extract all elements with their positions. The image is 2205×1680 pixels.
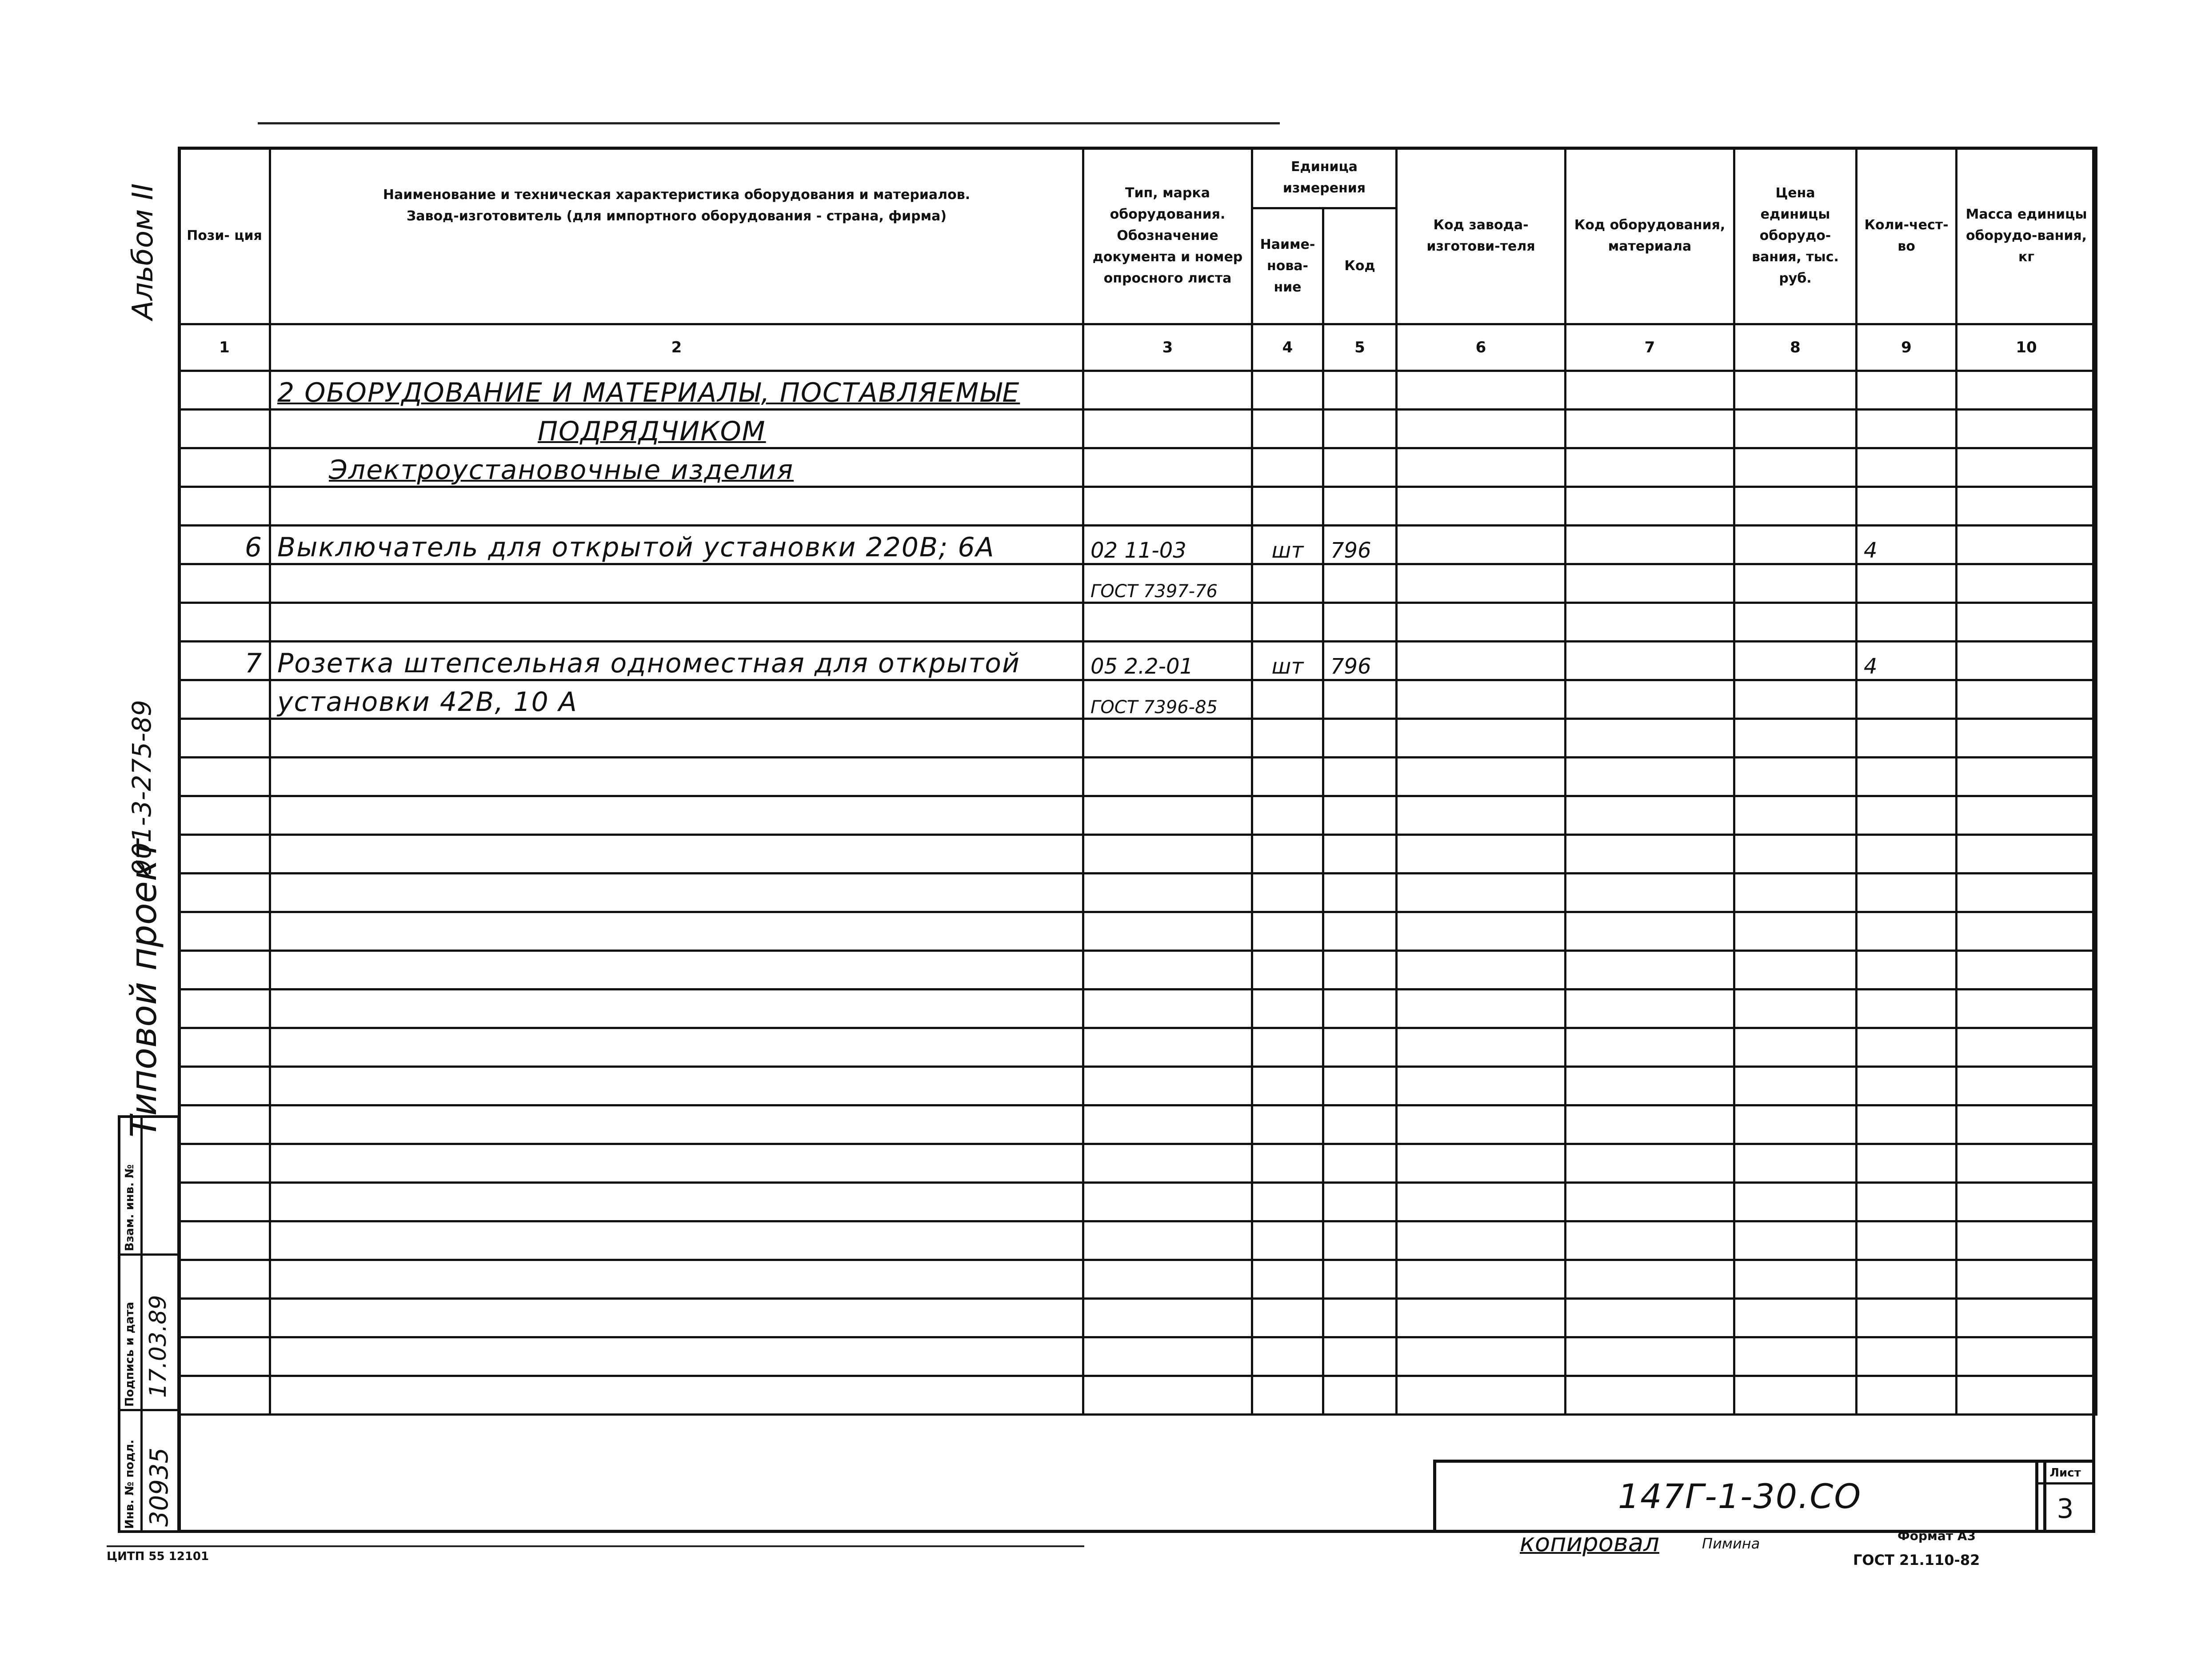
item-unit-code: 796 [1323, 642, 1397, 680]
stamp-cell-sign [120, 1256, 177, 1411]
item-type: 05 2.2-01 [1083, 642, 1252, 680]
top-rule [258, 122, 1280, 124]
header-factory-code-label: Код завода-изготови-теля [1426, 217, 1535, 254]
stamp-inv-value: 30935 [145, 1447, 174, 1527]
header-quantity-label: Коли-чест-во [1864, 217, 1949, 254]
title-block [1433, 1460, 2046, 1533]
col-number: 2 [270, 324, 1083, 371]
item-quantity: 4 [1857, 526, 1957, 564]
project-code: 901-3-275-89 [127, 700, 157, 875]
stamp-sign-value: 17.03.89 [145, 1295, 172, 1398]
item-type: 02 11-03 [1083, 526, 1252, 564]
item-unit: шт [1252, 526, 1323, 564]
sheet-label: Лист [2038, 1466, 2092, 1484]
col-number: 10 [1957, 324, 2097, 371]
copied-by: Пимина [1702, 1535, 1760, 1552]
item-doc: ГОСТ 7396-85 [1083, 680, 1252, 719]
col-number: 4 [1252, 324, 1323, 371]
sheet-frame [178, 147, 2095, 1533]
item-unit: шт [1252, 642, 1323, 680]
header-price-label: Цена единицы оборудо-вания, тыс. руб. [1752, 185, 1839, 286]
item-quantity: 4 [1857, 642, 1957, 680]
item-name-cont: установки 42В, 10 А [270, 680, 1083, 719]
item-name: Розетка штепсельная одноместная для открытой [270, 642, 1083, 680]
col-number: 7 [1566, 324, 1734, 371]
header-unit-group-label: Единица измерения [1282, 159, 1366, 196]
item-position: 7 [179, 642, 270, 680]
sheet-number-box [2035, 1460, 2095, 1533]
format-label: Формат А3 [1897, 1528, 1976, 1543]
copied-label: копировал [1520, 1528, 1660, 1557]
header-name-label: Наименование и техническая характеристика оборудования и материалов. Завод-изготовитель (для импортного оборудования - страна, фирма) [383, 187, 971, 224]
album-label: Альбом II [127, 183, 160, 320]
header-mass-label: Масса единицы оборудо-вания, кг [1965, 207, 2087, 265]
stamp-cell-inv-podl [120, 1411, 177, 1536]
col-number: 1 [179, 324, 270, 371]
stamp-label: Подпись и дата [123, 1301, 136, 1407]
stamp-label: Инв. № подл. [123, 1439, 136, 1529]
header-type-label: Тип, марка оборудования. Обозначение документа и номер опросного листа [1092, 185, 1243, 286]
header-unit-code-label: Код [1344, 258, 1375, 274]
header-unit-name-label: Наиме-нова-ние [1260, 236, 1315, 295]
header-position-label: Пози- ция [187, 228, 262, 243]
item-unit-code: 796 [1323, 526, 1397, 564]
stamp-label: Взам. инв. № [123, 1164, 136, 1251]
gost-label: ГОСТ 21.110-82 [1853, 1552, 1980, 1568]
printer-mark: ЦИТП 55 12101 [107, 1550, 209, 1563]
approval-stamp [118, 1115, 180, 1533]
document-code: 147Г-1-30.СО [1618, 1476, 1862, 1516]
sheet-number: 3 [2057, 1493, 2074, 1524]
section-subtitle: Электроустановочные изделия [270, 448, 1083, 487]
stamp-cell-inv-zam [120, 1118, 177, 1256]
section-title: 2 ОБОРУДОВАНИЕ И МАТЕРИАЛЫ, ПОСТАВЛЯЕМЫЕ [270, 371, 1083, 410]
header-equipment-code-label: Код оборудования, материала [1574, 217, 1726, 254]
col-number: 9 [1857, 324, 1957, 371]
col-number: 8 [1734, 324, 1857, 371]
col-number: 3 [1083, 324, 1252, 371]
item-position: 6 [179, 526, 270, 564]
item-name: Выключатель для открытой установки 220В; 6А [270, 526, 1083, 564]
item-doc: ГОСТ 7397-76 [1083, 564, 1252, 603]
col-number: 6 [1397, 324, 1566, 371]
section-title-cont: ПОДРЯДЧИКОМ [270, 410, 1083, 448]
project-label: Типовой проект [123, 839, 164, 1137]
col-number: 5 [1323, 324, 1397, 371]
bottom-rule [107, 1545, 1084, 1547]
